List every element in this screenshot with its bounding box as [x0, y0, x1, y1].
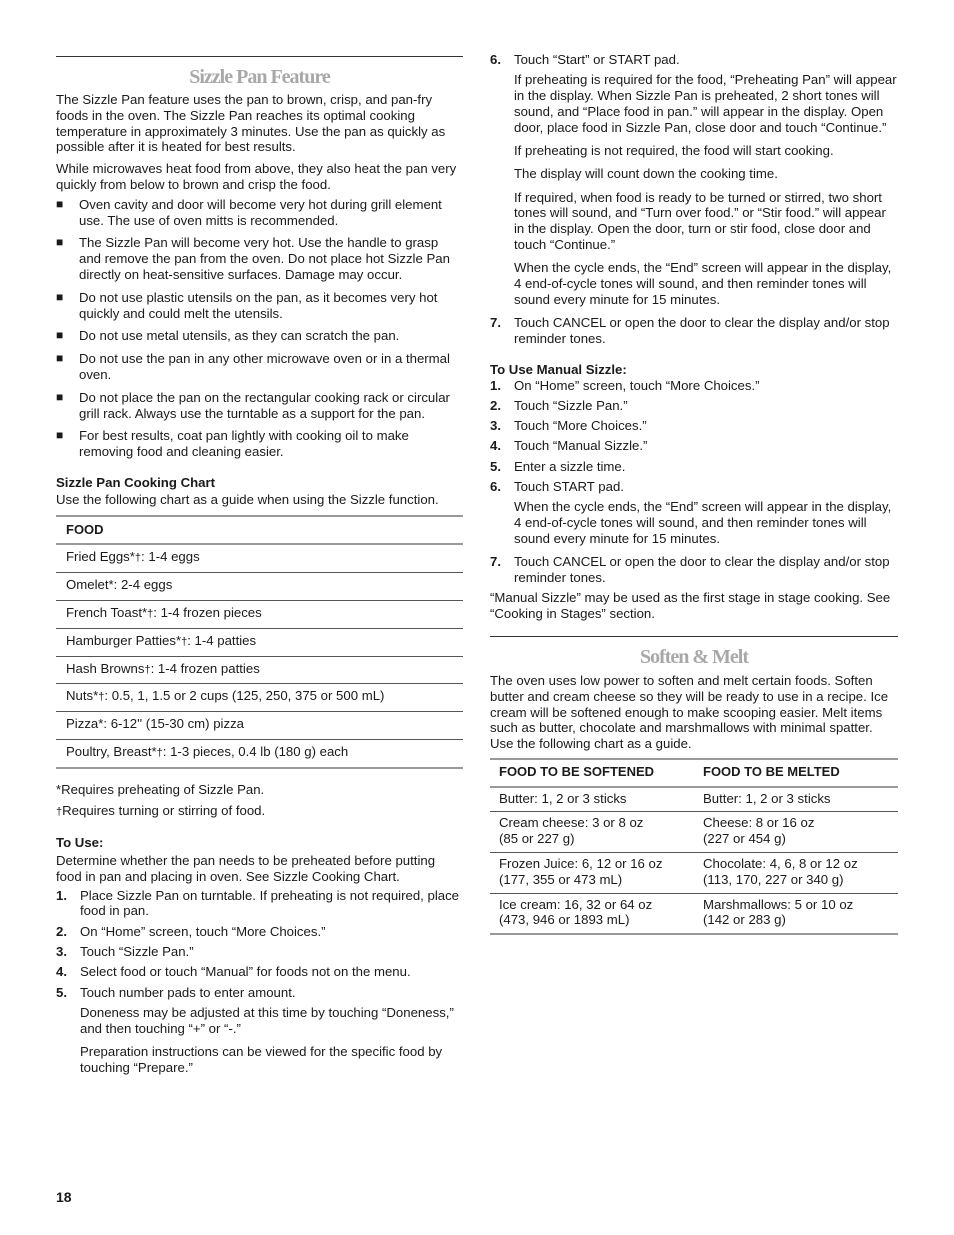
- cell-line: Chocolate: 4, 6, 8 or 12 oz: [703, 856, 858, 872]
- sizzle-intro-2: While microwaves heat food from above, they also heat the pan very quickly from below to brown and crisp the food.: [56, 161, 457, 192]
- step-note: When the cycle ends, the “End” screen will appear in the display, 4 end-of-cycle tones will sound, and then reminder tones will sound every minute for 15 minutes.: [514, 499, 892, 546]
- page-number: 18: [56, 1189, 72, 1205]
- footnote-turn: [56, 803, 463, 821]
- cell-line: (142 or 283 g): [703, 912, 786, 928]
- sizzle-steps: [56, 888, 463, 1076]
- step-note: If preheating is required for the food, “Preheating Pan” will appear in the display. When Sizzle Pan is preheated, 2 short tones will sound, and “Place food in pan.” will appear in the display. Open door, place food in Sizzle Pan, close door and touch “Continue.”: [514, 72, 897, 135]
- sizzle-bullet-list: [56, 197, 463, 460]
- table-row: [490, 787, 898, 812]
- cell-line: (177, 355 or 473 mL): [499, 871, 623, 887]
- step-text: Touch “Sizzle Pan.”: [80, 944, 194, 960]
- food-amount: : 1-4 patties: [187, 632, 257, 648]
- sizzle-section-title: Sizzle Pan Feature: [189, 66, 330, 88]
- dagger-mark: †: [98, 691, 105, 704]
- step-note: The display will count down the cooking time.: [514, 166, 778, 182]
- cell-line: (85 or 227 g): [499, 831, 575, 847]
- step-number: 7.: [490, 315, 501, 331]
- cell-line: (473, 946 or 1893 mL): [499, 912, 630, 928]
- table-cell: [694, 812, 898, 853]
- table-row: [56, 573, 463, 601]
- table-cell: [56, 684, 463, 712]
- dagger-mark: †: [56, 805, 63, 818]
- table-cell: [490, 812, 694, 853]
- step-text: Touch CANCEL or open the door to clear the display and/or stop reminder tones.: [514, 554, 890, 586]
- dagger-mark: †: [144, 663, 151, 676]
- manual-sizzle-footer: “Manual Sizzle” may be used as the first stage in stage cooking. See “Cooking in Stages” section.: [490, 590, 891, 622]
- manual-steps: [490, 378, 898, 586]
- table-cell: [56, 544, 463, 572]
- food-name: Fried Eggs*: [66, 549, 135, 565]
- step-number: 5.: [490, 458, 501, 474]
- bullet-text: Do not use metal utensils, as they can scratch the pan.: [79, 328, 400, 344]
- table-cell: [56, 712, 463, 740]
- list-item: [490, 378, 898, 394]
- cell-line: Cream cheese: 3 or 8 oz: [499, 815, 644, 831]
- dagger-mark: †: [181, 635, 188, 648]
- dagger-mark: †: [134, 552, 142, 565]
- food-name: Omelet*: 2-4 eggs: [66, 577, 173, 593]
- bullet-square-icon: ■: [56, 289, 64, 304]
- list-item: [490, 438, 898, 454]
- cell-line: Ice cream: 16, 32 or 64 oz: [499, 896, 653, 912]
- step-note: Preparation instructions can be viewed for the specific food by touching “Prepare.”: [80, 1044, 443, 1075]
- cell-line: Butter: 1, 2 or 3 sticks: [703, 790, 831, 806]
- left-column: [56, 56, 463, 1083]
- bullet-text: Oven cavity and door will become very hot during grill element use. The use of oven mitts is recommended.: [79, 196, 442, 228]
- list-item: [490, 479, 898, 495]
- table-row: [56, 600, 463, 628]
- table-cell: [56, 656, 463, 684]
- table-cell: [56, 600, 463, 628]
- list-item: [56, 964, 463, 980]
- to-use-heading: To Use:: [56, 835, 104, 851]
- table-row: [56, 628, 463, 656]
- dagger-mark: †: [156, 746, 163, 759]
- step-number: 1.: [56, 887, 67, 903]
- list-item: [56, 428, 463, 460]
- list-item: [56, 924, 463, 940]
- list-item: [56, 328, 463, 344]
- food-name: Pizza*: 6-12'' (15-30 cm) pizza: [66, 716, 245, 732]
- table-cell: [56, 573, 463, 601]
- food-amount: : 1-4 frozen patties: [150, 660, 260, 676]
- step-number: 3.: [490, 418, 501, 434]
- step-number: 6.: [490, 52, 501, 67]
- cell-line: (227 or 454 g): [703, 831, 786, 847]
- bullet-text: Do not use plastic utensils on the pan, as it becomes very hot quickly and could melt the utensils.: [79, 289, 438, 321]
- table-header-row: [490, 759, 898, 787]
- step-number: 2.: [490, 397, 501, 413]
- soften-intro: The oven uses low power to soften and melt certain foods. Soften butter and cream cheese so they will be ready to use in a recipe. Ice cream will be softened enough to make scooping easier. Melt items such as butter, chocolate and marshmallows with minimal spatter. Use the following chart as a guide.: [490, 672, 889, 752]
- cell-line: Cheese: 8 or 16 oz: [703, 815, 815, 831]
- list-item: [56, 197, 463, 229]
- step-text: Enter a sizzle time.: [514, 458, 626, 474]
- table-row: [490, 853, 898, 894]
- chart-heading: Sizzle Pan Cooking Chart: [56, 474, 216, 490]
- cell-line: Frozen Juice: 6, 12 or 16 oz: [499, 856, 663, 872]
- bullet-square-icon: ■: [56, 428, 64, 443]
- footnote-preheat: *Requires preheating of Sizzle Pan.: [56, 781, 265, 797]
- list-item: [490, 418, 898, 434]
- table-cell: [694, 787, 898, 812]
- step-number: 2.: [56, 923, 67, 939]
- cell-line: Marshmallows: 5 or 10 oz: [703, 896, 854, 912]
- table-row: [56, 656, 463, 684]
- table-row: [490, 812, 898, 853]
- table-row: [56, 544, 463, 572]
- table-cell: [490, 893, 694, 934]
- list-item: [56, 351, 463, 383]
- list-item: [56, 944, 463, 960]
- chart-intro: Use the following chart as a guide when using the Sizzle function.: [56, 491, 439, 507]
- food-name: Hamburger Patties*: [66, 632, 182, 648]
- food-name: French Toast*: [66, 604, 148, 620]
- section-rule: [56, 56, 463, 57]
- table-row: [490, 893, 898, 934]
- bullet-square-icon: ■: [56, 235, 64, 250]
- bullet-square-icon: ■: [56, 389, 64, 404]
- food-amount: : 0.5, 1, 1.5 or 2 cups (125, 250, 375 or 500 mL): [104, 688, 385, 704]
- table-row: [56, 712, 463, 740]
- list-item: [490, 315, 898, 347]
- step-note: Doneness may be adjusted at this time by touching “Doneness,” and then touching “+” or “-.”: [80, 1004, 454, 1036]
- table-header-row: [56, 516, 463, 545]
- table-cell: [490, 853, 694, 894]
- table-cell: [56, 628, 463, 656]
- list-item: [490, 398, 898, 414]
- table-row: [56, 739, 463, 767]
- bullet-text: For best results, coat pan lightly with cooking oil to make removing food and cleaning easier.: [79, 428, 409, 460]
- to-use-intro: Determine whether the pan needs to be preheated before putting food in pan and placing in oven. See Sizzle Cooking Chart.: [56, 853, 436, 884]
- step-text: Touch START pad.: [514, 479, 624, 495]
- step-text: On “Home” screen, touch “More Choices.”: [80, 923, 326, 939]
- step-text: Touch number pads to enter amount.: [80, 984, 296, 1000]
- step-text: Touch “Start” or START pad.: [514, 52, 680, 67]
- food-name: Poultry, Breast*: [66, 743, 157, 759]
- step-text: On “Home” screen, touch “More Choices.”: [514, 377, 760, 393]
- table-row: [56, 684, 463, 712]
- list-item: [56, 888, 463, 920]
- list-item: [490, 459, 898, 475]
- table-cell: [694, 893, 898, 934]
- table-cell: [694, 853, 898, 894]
- food-name: Nuts*: [66, 688, 99, 704]
- sizzle-intro: The Sizzle Pan feature uses the pan to brown, crisp, and pan-fry foods in the oven. The Sizzle Pan reaches its optimal cooking temperature in approximately 3 minutes. Use the pan as quickly as possible after it is heated for best results.: [56, 92, 446, 155]
- column-header-softened: FOOD TO BE SOFTENED: [490, 759, 694, 787]
- step-number: 4.: [490, 438, 501, 454]
- step-note: If required, when food is ready to be turned or stirred, two short tones will sound, and “Turn over food.” or “Stir food.” will appear in the display. Open the door, turn or stir food, close door and touch “Continue.”: [514, 189, 886, 252]
- bullet-text: Do not place the pan on the rectangular cooking rack or circular grill rack. Always use the turntable as a support for the pan.: [79, 389, 450, 421]
- column-header-food: FOOD: [56, 516, 463, 545]
- dagger-mark: †: [147, 607, 154, 620]
- bullet-square-icon: ■: [56, 196, 64, 211]
- list-item: [56, 985, 463, 1001]
- step-text: Place Sizzle Pan on turntable. If preheating is not required, place food in pan.: [80, 887, 460, 919]
- step-number: 5.: [56, 984, 67, 1000]
- table-cell: [490, 787, 694, 812]
- manual-sizzle-heading: To Use Manual Sizzle:: [490, 361, 627, 377]
- step-text: Touch “More Choices.”: [514, 418, 647, 434]
- step-text: Touch CANCEL or open the door to clear the display and/or stop reminder tones.: [514, 315, 890, 346]
- footnote-text: Requires turning or stirring of food.: [62, 802, 266, 818]
- soften-section-title: Soften & Melt: [639, 645, 749, 668]
- step-number: 3.: [56, 944, 67, 960]
- cell-line: Butter: 1, 2 or 3 sticks: [499, 790, 627, 806]
- food-amount: : 1-4 eggs: [141, 549, 200, 565]
- step-text: Touch “Sizzle Pan.”: [514, 397, 628, 413]
- step-text: Select food or touch “Manual” for foods not on the menu.: [80, 964, 411, 980]
- bullet-text: The Sizzle Pan will become very hot. Use the handle to grasp and remove the pan from the oven. Do not place hot Sizzle Pan directly on heat-sensitive surfaces. Damage may occur.: [79, 235, 450, 282]
- list-item: [490, 554, 898, 586]
- step-text: Touch “Manual Sizzle.”: [514, 438, 648, 454]
- right-column: [490, 52, 898, 935]
- list-item: [56, 290, 463, 322]
- bullet-square-icon: ■: [56, 351, 64, 366]
- cell-line: (113, 170, 227 or 340 g): [703, 871, 844, 887]
- sizzle-cooking-chart: [56, 515, 463, 769]
- food-name: Hash Browns: [66, 660, 145, 676]
- bullet-square-icon: ■: [56, 328, 64, 343]
- section-rule: [490, 636, 898, 637]
- step-note: If preheating is not required, the food will start cooking.: [514, 142, 834, 158]
- list-item: [56, 235, 463, 282]
- step-note: When the cycle ends, the “End” screen will appear in the display, 4 end-of-cycle tones will sound, and then reminder tones will sound every minute for 15 minutes.: [514, 260, 892, 307]
- bullet-text: Do not use the pan in any other microwave oven or in a thermal oven.: [79, 351, 450, 382]
- food-amount: : 1-3 pieces, 0.4 lb (180 g) each: [162, 743, 349, 759]
- food-amount: : 1-4 frozen pieces: [153, 604, 262, 620]
- step-number: 4.: [56, 964, 67, 980]
- list-item: [56, 390, 463, 422]
- step-number: 6.: [490, 479, 501, 495]
- column-header-melted: FOOD TO BE MELTED: [694, 759, 898, 787]
- soften-melt-chart: [490, 758, 898, 935]
- list-item: [490, 52, 898, 68]
- step-number: 1.: [490, 377, 501, 393]
- table-cell: [56, 739, 463, 767]
- step-number: 7.: [490, 554, 501, 570]
